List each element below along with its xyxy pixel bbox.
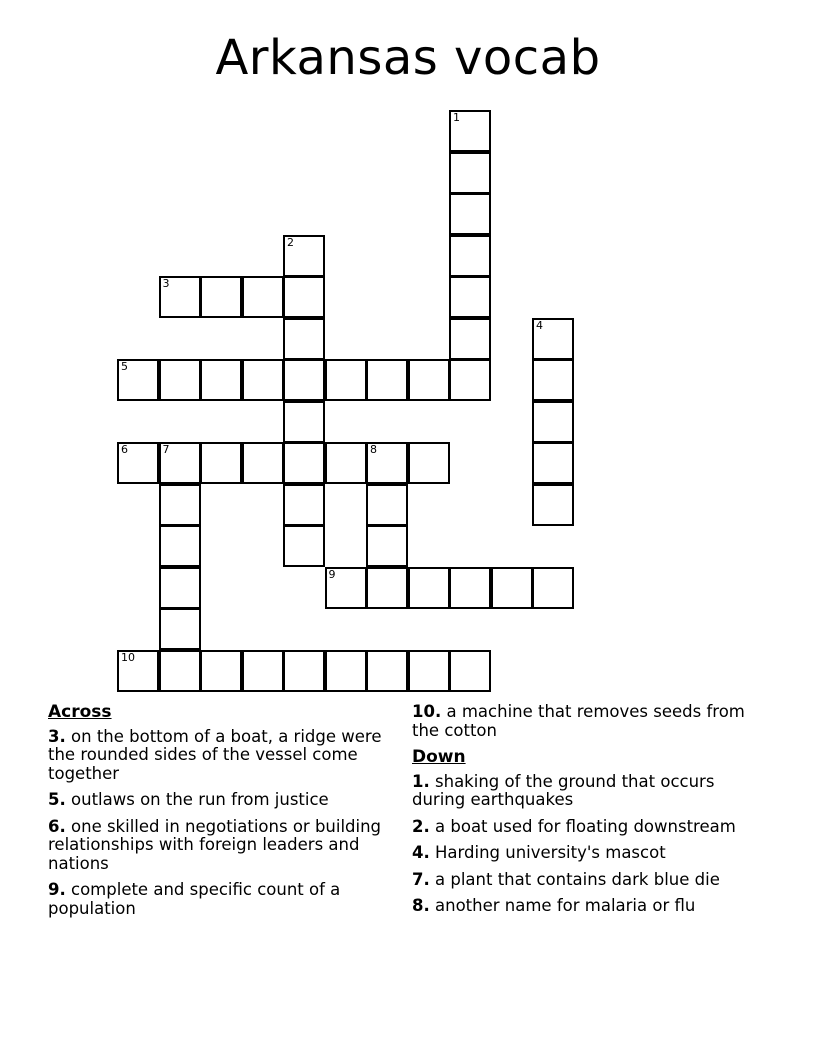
grid-cell[interactable]: [366, 484, 408, 526]
grid-cell[interactable]: [283, 442, 325, 484]
puzzle-title: Arkansas vocab: [215, 30, 601, 86]
grid-cell[interactable]: [449, 193, 491, 235]
grid-cell[interactable]: [117, 442, 159, 484]
clue-number: 8: [412, 896, 424, 915]
cell-number: 8: [370, 443, 377, 456]
grid-cell[interactable]: [491, 567, 533, 609]
cell-number: 2: [287, 235, 294, 249]
grid-cell[interactable]: [366, 567, 408, 609]
clue-number: 9: [48, 880, 60, 899]
grid-cell[interactable]: [200, 442, 242, 484]
grid-cell[interactable]: [408, 442, 450, 484]
grid-cell[interactable]: [283, 650, 325, 692]
grid-cell[interactable]: [449, 110, 491, 152]
grid-cell[interactable]: [366, 359, 408, 401]
clue-across-9: 9. complete and specific count of a population: [48, 880, 341, 918]
grid-cell[interactable]: [283, 318, 325, 360]
grid-cell[interactable]: [325, 442, 367, 484]
grid-cell[interactable]: [283, 401, 325, 443]
across-heading: Across: [48, 702, 112, 722]
clue-text: Harding university's mascot: [435, 843, 666, 862]
grid-cell[interactable]: [283, 235, 325, 277]
cell-number: 3: [162, 277, 170, 290]
clue-down-8: 8. another name for malaria or flu: [412, 896, 696, 915]
cell-number: 1: [453, 111, 460, 124]
clue-number: 2: [412, 816, 424, 836]
clue-text: another name for malaria or flu: [435, 896, 696, 915]
grid-cell[interactable]: [449, 152, 491, 194]
clue-down-1: 1. shaking of the ground that occurs during earthquakes: [412, 771, 715, 809]
grid-cell[interactable]: [159, 650, 201, 692]
grid-cell[interactable]: [159, 567, 201, 609]
clues-left-column: [48, 703, 383, 926]
grid-cell[interactable]: [325, 359, 367, 401]
down-heading: Down: [412, 747, 466, 767]
grid-cell[interactable]: [532, 567, 574, 609]
clues-right-column: [412, 703, 757, 924]
grid-cell[interactable]: [283, 484, 325, 526]
clue-number: 7: [412, 869, 424, 889]
clue-number: 3: [48, 726, 60, 746]
grid-cell[interactable]: [449, 567, 491, 609]
cell-number: 4: [536, 318, 543, 332]
grid-cell[interactable]: [366, 650, 408, 692]
clue-number: 5: [48, 790, 60, 809]
clue-down-7: 7. a plant that contains dark blue die: [412, 869, 720, 889]
grid-cell[interactable]: [200, 359, 242, 401]
cell-number: 9: [328, 567, 336, 581]
grid-cell[interactable]: [159, 276, 201, 318]
grid-cell[interactable]: [242, 276, 284, 318]
clue-text: a boat used for floating downstream: [435, 816, 736, 836]
grid-cell[interactable]: [449, 276, 491, 318]
grid-cell[interactable]: [532, 318, 574, 360]
grid-cell[interactable]: [366, 525, 408, 567]
clue-text: complete and specific count of a population: [48, 880, 341, 918]
grid-cell[interactable]: [325, 650, 367, 692]
clue-number: 6: [48, 816, 60, 836]
clue-across-3: 3. on the bottom of a boat, a ridge were the rounded sides of the vessel come together: [48, 726, 382, 783]
clue-text: a plant that contains dark blue die: [435, 869, 720, 889]
grid-cell[interactable]: [159, 608, 201, 650]
grid-cell[interactable]: [159, 359, 201, 401]
cell-number: 5: [121, 360, 128, 373]
clue-text: on the bottom of a boat, a ridge were the rounded sides of the vessel come together: [48, 726, 382, 783]
grid-cell[interactable]: [532, 484, 574, 526]
grid-cell[interactable]: [283, 359, 325, 401]
grid-cell[interactable]: [408, 359, 450, 401]
clue-number: 4: [412, 843, 424, 862]
grid-cell[interactable]: [449, 235, 491, 277]
grid-cell[interactable]: [532, 401, 574, 443]
grid-cell[interactable]: [242, 442, 284, 484]
clue-across-10: 10. a machine that removes seeds from the cotton: [412, 702, 745, 740]
grid-cell[interactable]: [159, 525, 201, 567]
grid-cell[interactable]: [159, 484, 201, 526]
grid-cell[interactable]: [200, 276, 242, 318]
grid-cell[interactable]: [283, 525, 325, 567]
clue-down-4: 4. Harding university's mascot: [412, 843, 666, 862]
clue-text: a machine that removes seeds from the cotton: [412, 702, 745, 740]
grid-cell[interactable]: [159, 442, 201, 484]
grid-cell[interactable]: [242, 359, 284, 401]
cell-number: 10: [121, 650, 135, 664]
clue-across-6: 6. one skilled in negotiations or building relationships with foreign leaders and nations: [48, 816, 382, 873]
cell-number: 6: [121, 443, 128, 456]
grid-cell[interactable]: [117, 359, 159, 401]
grid-cell[interactable]: [449, 318, 491, 360]
grid-cell[interactable]: [366, 442, 408, 484]
grid-cell[interactable]: [449, 650, 491, 692]
grid-cell[interactable]: [117, 650, 159, 692]
grid-cell[interactable]: [408, 567, 450, 609]
grid-cell[interactable]: [449, 359, 491, 401]
clue-across-5: 5. outlaws on the run from justice: [48, 790, 329, 809]
clue-number: 1: [412, 771, 424, 791]
grid-cell[interactable]: [532, 359, 574, 401]
grid-cell[interactable]: [242, 650, 284, 692]
clue-text: one skilled in negotiations or building relationships with foreign leaders and nations: [48, 816, 382, 873]
grid-cell[interactable]: [325, 567, 367, 609]
clue-down-2: 2. a boat used for floating downstream: [412, 816, 736, 836]
clue-text: shaking of the ground that occurs during earthquakes: [412, 771, 715, 809]
cell-number: 7: [162, 443, 170, 456]
grid-cell[interactable]: [283, 276, 325, 318]
grid-cell[interactable]: [200, 650, 242, 692]
grid-cell[interactable]: [408, 650, 450, 692]
clue-number: 10: [412, 702, 435, 721]
grid-cell[interactable]: [532, 442, 574, 484]
clue-text: outlaws on the run from justice: [71, 790, 329, 809]
